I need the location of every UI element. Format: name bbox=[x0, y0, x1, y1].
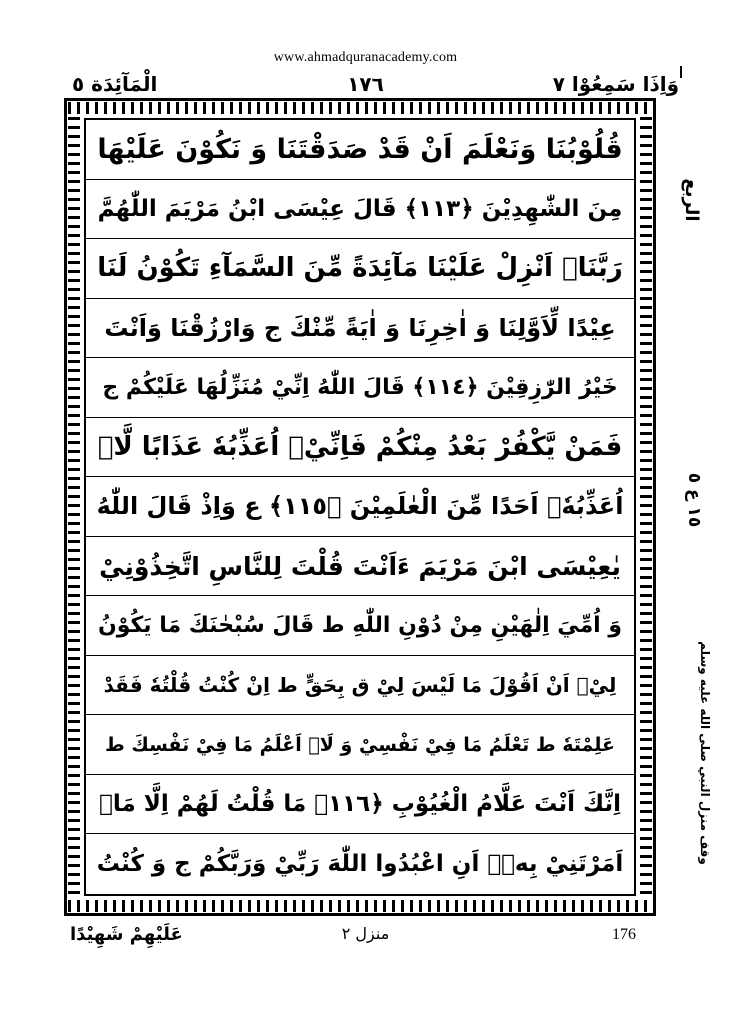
verse-line: لِيْۤ اَنْ اَقُوْلَ مَا لَيْسَ لِيْ ق بِحَقٍّ ط اِنْ كُنْتُ قُلْتُهٗ فَقَدْ bbox=[86, 656, 634, 716]
waqf-note: وقف منزل النبي صلى الله عليه وسلم bbox=[698, 641, 712, 865]
surah-title: الْمَآئِدَة ٥ bbox=[72, 72, 158, 96]
verse-line: فَمَنْ يَّكْفُرْ بَعْدُ مِنْكُمْ فَاِنِّيْۤ اُعَذِّبُهٗ عَذَابًا لَّاۤ bbox=[86, 418, 634, 478]
verse-line: يٰعِيْسَى ابْنَ مَرْيَمَ ءَاَنْتَ قُلْتَ لِلنَّاسِ اتَّخِذُوْنِيْ bbox=[86, 537, 634, 597]
verse-line: عَلِمْتَهٗ ط تَعْلَمُ مَا فِيْ نَفْسِيْ وَ لَاۤ اَعْلَمُ مَا فِيْ نَفْسِكَ ط bbox=[86, 715, 634, 775]
rub-marker: الربع bbox=[681, 178, 702, 222]
verse-line: اَمَرْتَنِيْ بِهٖۤ اَنِ اعْبُدُوا اللّٰهَ رَبِّيْ وَرَبَّكُمْ ج وَ كُنْتُ bbox=[96, 851, 624, 878]
verse-line: اِنَّكَ اَنْتَ عَلَّامُ الْغُيُوْبِ ﴿١١٦﴾ مَا قُلْتُ لَهُمْ اِلَّا مَاۤ bbox=[86, 775, 634, 835]
juz-title: وَاِذَا سَمِعُوْا ٧ bbox=[552, 72, 679, 96]
catchword: عَلَيْهِمْ شَهِيْدًا bbox=[70, 924, 183, 945]
page-number-arabic: ١٧٦ bbox=[347, 72, 384, 96]
page-number: 176 bbox=[612, 926, 636, 943]
verse-line: خَيْرُ الرّٰزِقِيْنَ ﴿١١٤﴾ قَالَ اللّٰهُ اِنِّيْ مُنَزِّلُهَا عَلَيْكُمْ ج bbox=[86, 358, 634, 418]
verse-line: قُلُوْبُنَا وَنَعْلَمَ اَنْ قَدْ صَدَقْتَنَا وَ نَكُوْنَ عَلَيْهَا bbox=[86, 120, 634, 180]
verse-lines bbox=[86, 120, 634, 894]
verse-line: مِنَ الشّٰهِدِيْنَ ﴿١١٣﴾ قَالَ عِيْسَى ابْنُ مَرْيَمَ اللّٰهُمَّ bbox=[86, 180, 634, 240]
site-url: www.ahmadquranacademy.com bbox=[273, 50, 458, 65]
verse-line: عِيْدًا لِّاَوَّلِنَا وَ اٰخِرِنَا وَ اٰيَةً مِّنْكَ ج وَارْزُقْنَا وَاَنْتَ bbox=[86, 299, 634, 359]
text-frame bbox=[84, 118, 636, 896]
verse-line: اُعَذِّبُهٗۤ اَحَدًا مِّنَ الْعٰلَمِيْنَ ﴿١١٥﴾ ع وَاِذْ قَالَ اللّٰهُ bbox=[86, 477, 634, 537]
manzil-label: منزل ٢ bbox=[341, 924, 390, 943]
verse-line: رَبَّنَاۤ اَنْزِلْ عَلَيْنَا مَآئِدَةً مِّنَ السَّمَآءِ تَكُوْنُ لَنَا bbox=[86, 239, 634, 299]
ruku-marker: ١٥ ع ٥ bbox=[684, 472, 704, 528]
verse-line: وَ اُمِّيَ اِلٰهَيْنِ مِنْ دُوْنِ اللّٰهِ ط قَالَ سُبْحٰنَكَ مَا يَكُوْنُ bbox=[86, 596, 634, 656]
